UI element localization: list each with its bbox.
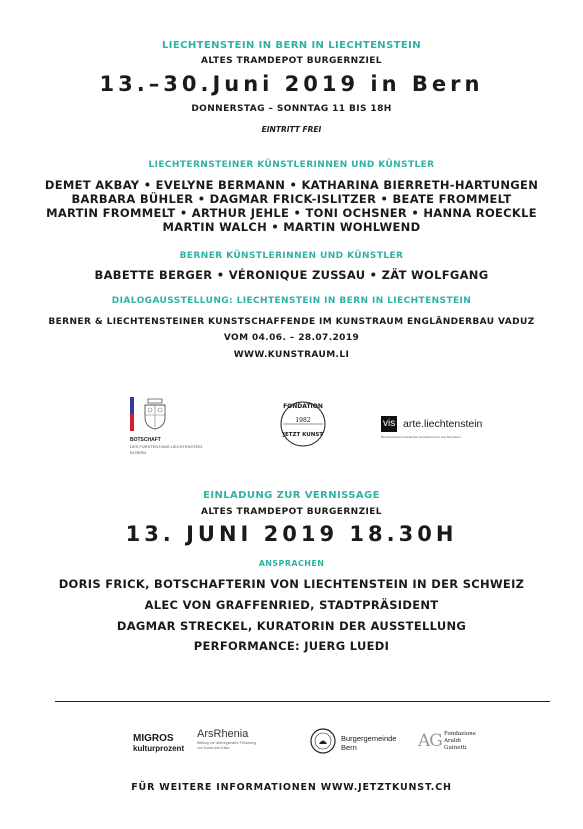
arsrhenia-sub: Stiftung zur überregionalen Förderung [197, 741, 257, 745]
bern-artist-line: BABETTE BERGER • VÉRONIQUE ZUSSAU • ZÄT WOLFGANG [94, 268, 489, 282]
liechtenstein-artists-heading: LIECHTERNSTEINER KÜNSTLERINNEN UND KÜNSTLER [148, 160, 435, 170]
speech-line: ALEC VON GRAFFENRIED, STADTPRÄSIDENT [144, 598, 439, 612]
burgergemeinde-text [341, 734, 396, 752]
dialog-url: WWW.KUNSTRAUM.LI [233, 350, 350, 360]
fondazione-line: Guinetti [444, 745, 467, 751]
speech-line: DORIS FRICK, BOTSCHAFTERIN VON LIECHTENSTEIN IN DER SCHWEIZ [58, 577, 525, 591]
arsrhenia-logo [197, 728, 297, 751]
fondation-year: 1982 [295, 417, 311, 424]
fondation-top-text: FONDATION [283, 403, 323, 410]
burgergemeinde-seal [310, 728, 336, 754]
arsrhenia-name: ArsRhenia [197, 728, 249, 740]
exhibition-dates: 13.–30.Juni 2019 in Bern [99, 72, 484, 96]
burgergemeinde-name: Burgergemeinde [341, 734, 397, 743]
venue: ALTES TRAMDEPOT BURGERNZIEL [201, 56, 382, 66]
burgergemeinde-city: Bern [341, 743, 357, 752]
fondation-jetzt-kunst-logo [275, 396, 331, 452]
opening-hours: DONNERSTAG – SONNTAG 11 BIS 18H [191, 104, 392, 114]
botschaft-logo [130, 393, 230, 463]
performance-line: PERFORMANCE: JUERG LUEDI [193, 639, 390, 653]
visarte-prefix: vis [381, 416, 397, 432]
speeches-heading: ANSPRACHEN [258, 559, 325, 568]
dialog-dates: VOM 04.06. – 28.07.2019 [223, 333, 360, 343]
dialog-heading: DIALOGAUSSTELLUNG: LIECHTENSTEIN IN BERN IN LIECHTENSTEIN [111, 296, 472, 306]
artist-line: BARBARA BÜHLER • DAGMAR FRICK-ISLITZER • BEATE FROMMELT [71, 192, 512, 206]
arsrhenia-sub: von Kunst und Kultur [197, 746, 230, 750]
flag-red-bar [130, 414, 134, 431]
vernissage-heading: EINLADUNG ZUR VERNISSAGE [203, 490, 380, 501]
fondation-bottom-text: JETZT KUNST [282, 432, 324, 438]
bern-artists-heading: BERNER KÜNSTLERINNEN UND KÜNSTLER [179, 251, 404, 261]
visarte-subtitle: Berufsverband bildender Künstlerinnen Liechtenstein [381, 435, 461, 439]
botschaft-sub: DES FÜRSTENTUMS LIECHTENSTEIN [130, 444, 203, 449]
visarte-name: arte.liechtenstein [403, 418, 483, 430]
footer-info: FÜR WEITERE INFORMATIONEN WWW.JETZTKUNST.CH [131, 782, 452, 793]
artist-line: DEMET AKBAY • EVELYNE BERMANN • KATHARINA BIERRETH-HARTUNGEN [44, 178, 539, 192]
dialog-description: BERNER & LIECHTENSTEINER KUNSTSCHAFFENDE IM KUNSTRAUM ENGLÄNDERBAU VADUZ [48, 317, 535, 327]
migros-kulturprozent-logo [133, 733, 184, 754]
speech-line: DAGMAR STRECKEL, KURATORIN DER AUSSTELLUNG [116, 619, 467, 633]
artist-line: MARTIN FROMMELT • ARTHUR JEHLE • TONI OCHSNER • HANNA ROECKLE [46, 206, 537, 220]
flag-blue-bar [130, 397, 134, 414]
migros-kulturprozent: kulturprozent [133, 744, 185, 753]
vernissage-date: 13. JUNI 2019 18.30H [125, 522, 458, 546]
fondazione-ag-mark: AG [418, 731, 442, 751]
burgergemeinde-seal-icon [310, 728, 336, 754]
fondazione-araldi-guinetti-logo [444, 731, 476, 752]
vernissage-venue: ALTES TRAMDEPOT BURGERNZIEL [201, 507, 382, 517]
fondazione-line: Araldi [444, 738, 461, 744]
visarte-logo [381, 416, 511, 446]
exhibition-title: LIECHTENSTEIN IN BERN IN LIECHTENSTEIN [161, 40, 422, 51]
entry-note: EINTRITT FREI [261, 125, 322, 134]
coat-of-arms-icon [142, 397, 168, 431]
fondazione-line: Fondazione [444, 731, 476, 737]
divider [55, 701, 550, 702]
artist-line: MARTIN WALCH • MARTIN WOHLWEND [162, 220, 421, 234]
migros-name: MIGROS [133, 733, 174, 744]
botschaft-title: BOTSCHAFT [130, 437, 161, 443]
botschaft-sub: IN BERN [130, 450, 147, 455]
